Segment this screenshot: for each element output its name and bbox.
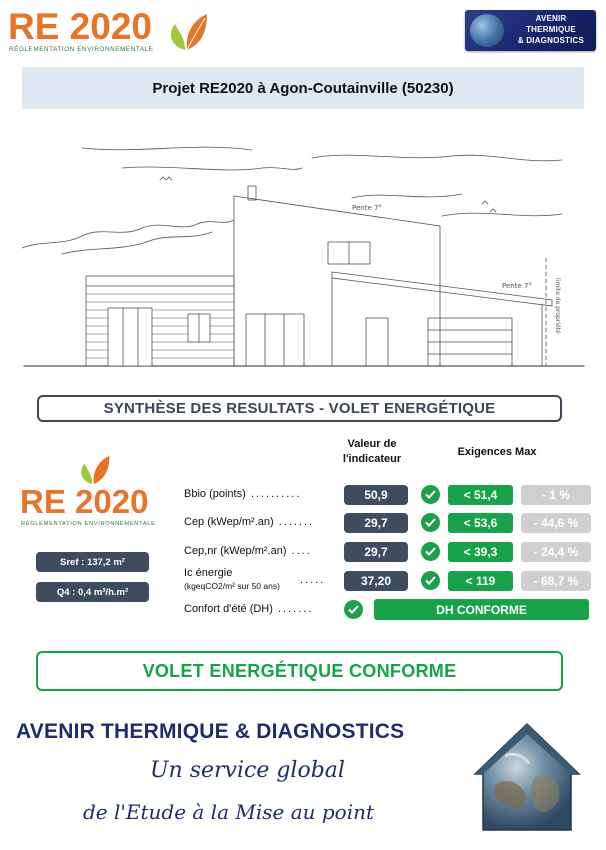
- cep-max: < 53,6: [448, 513, 513, 533]
- tagline-line2: de l'Etude à la Mise au point: [83, 800, 375, 824]
- re2020-logo-small: [20, 452, 170, 532]
- house-elevation-sketch: [22, 128, 588, 380]
- ic-energie-max: < 119: [448, 571, 513, 591]
- check-icon: [421, 542, 440, 561]
- cep-label: Cep (kWep/m².an) .......: [184, 516, 315, 528]
- cepnr-value: 29,7: [344, 542, 408, 562]
- re2020-logo: [8, 8, 208, 54]
- re2020-logo-text: RE 2020: [8, 6, 152, 47]
- sketch-annotation-2: Pente 7°: [502, 282, 532, 290]
- check-icon: [421, 571, 440, 590]
- ic-energie-label-text: Ic énergie: [184, 567, 233, 579]
- cep-gap: - 44,6 %: [521, 513, 591, 533]
- re2020-logo-subtitle: RÉGLEMENTATION ENVIRONNEMENTALE: [9, 46, 154, 53]
- value-column-header-line2: l'indicateur: [342, 453, 402, 465]
- results-section-title: SYNTHÈSE DES RESULTATS - VOLET ENERGÉTIQUE: [37, 395, 562, 422]
- ic-energie-label: [184, 567, 280, 593]
- check-icon: [344, 600, 363, 619]
- cep-value: 29,7: [344, 513, 408, 533]
- ic-energie-value: 37,20: [344, 571, 408, 591]
- bbio-gap: - 1 %: [521, 485, 591, 505]
- q4-badge: Q4 : 0,4 m³/h.m²: [36, 582, 149, 602]
- cepnr-gap: - 24,4 %: [521, 542, 591, 562]
- cepnr-label: Cep,nr (kWep/m².an) ....: [184, 545, 312, 557]
- bbio-label: Bbio (points) ..........: [184, 488, 302, 500]
- leaf-icon: [163, 10, 209, 54]
- bbio-max: < 51,4: [448, 485, 513, 505]
- cepnr-label-text: Cep,nr (kWep/m².an): [184, 545, 287, 557]
- sketch-annotation-3: limite de propriété: [554, 278, 561, 334]
- check-icon: [421, 513, 440, 532]
- partner-logo-line2: THERMIQUE: [526, 25, 576, 34]
- bbio-value: 50,9: [344, 485, 408, 505]
- re2020-logo-small-subtitle: RÉGLEMENTATION ENVIRONNEMENTALE: [21, 521, 156, 527]
- ic-energie-gap: - 68,7 %: [521, 571, 591, 591]
- project-title: Projet RE2020 à Agon-Coutainville (50230): [22, 67, 584, 109]
- partner-logo-line3: & DIAGNOSTICS: [517, 36, 585, 45]
- bbio-label-text: Bbio (points): [184, 488, 246, 500]
- sketch-annotation-1: Pente 7°: [352, 204, 382, 212]
- avenir-thermique-logo: [465, 10, 596, 51]
- tagline-line1: Un service global: [150, 758, 345, 783]
- comfort-label-text: Confort d'été (DH): [184, 603, 273, 615]
- globe-icon: [470, 14, 504, 47]
- value-column-header-line1: Valeur de: [347, 438, 397, 450]
- sref-badge: Sref : 137,2 m²: [36, 552, 149, 572]
- re2020-logo-small-text: RE 2020: [20, 483, 149, 520]
- ic-energie-unit: (kgeqCO2/m² sur 50 ans): [184, 581, 280, 591]
- company-name: AVENIR THERMIQUE & DIAGNOSTICS: [16, 720, 405, 743]
- verdict-banner: VOLET ENERGÉTIQUE CONFORME: [36, 651, 563, 691]
- house-globe-icon: [465, 716, 589, 836]
- check-icon: [421, 485, 440, 504]
- value-column-header: [332, 437, 412, 467]
- cepnr-max: < 39,3: [448, 542, 513, 562]
- comfort-result: DH CONFORME: [374, 599, 589, 620]
- comfort-label: Confort d'été (DH) .......: [184, 603, 314, 615]
- cep-label-text: Cep (kWep/m².an): [184, 516, 274, 528]
- partner-logo-line1: AVENIR: [535, 14, 567, 23]
- max-column-header: Exigences Max: [457, 446, 537, 458]
- ic-energie-dots: .....: [300, 574, 326, 586]
